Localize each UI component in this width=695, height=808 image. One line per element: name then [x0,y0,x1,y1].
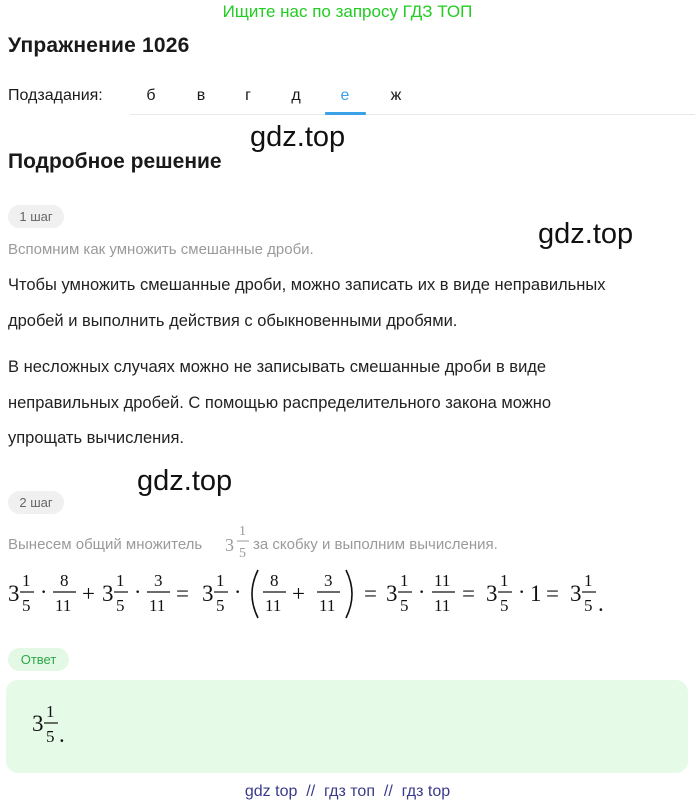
answer-box [6,680,688,773]
math-operator: = [364,581,377,606]
subtask-tab[interactable]: д [291,87,301,104]
subtasks-label: Подзадания: [8,87,103,104]
math-digit: 5 [22,596,31,615]
page-title: Упражнение 1026 [8,34,190,57]
math-digit: 8 [60,571,69,590]
math-operator: . [59,722,65,747]
answer-badge: Ответ [8,648,69,671]
math-digit: 5 [116,596,125,615]
subtasks-divider [130,114,695,115]
step-badge: 1 шаг [8,205,64,228]
math-digit: 11 [55,596,72,615]
math-operator: = [176,581,189,606]
subtask-tab[interactable]: г [245,87,251,104]
math-digit: 5 [584,596,593,615]
math-operator: + [292,581,305,606]
math-digit: 3 [570,581,582,606]
left-paren [252,570,258,618]
step-text-line: дробей и выполнить действия с обыкновенными дробями. [8,312,458,330]
math-operator: + [82,581,95,606]
step-hint: Вынесем общий множитель [8,536,203,553]
math-operator: · [134,579,142,604]
math-digit: 3 [154,571,163,590]
math-digit: 11 [265,596,282,615]
math-digit: 1 [22,571,31,590]
right-paren [346,570,352,618]
math-digit: 3 [225,535,234,555]
math-operator: · [40,579,48,604]
math-operator: = [462,581,475,606]
math-digit: 1 [584,571,593,590]
math-digit: 1 [116,571,125,590]
math-digit: 11 [149,596,166,615]
math-digit: 3 [32,711,44,736]
step-text-line: упрощать вычисления. [8,429,185,447]
math-digit: 5 [500,596,509,615]
math-digit: 1 [400,571,409,590]
answer-mixed-fraction [26,698,86,756]
math-digit: 1 [216,571,225,590]
math-digit: 5 [400,596,409,615]
active-tab-underline [325,112,366,115]
math-digit: 11 [434,596,451,615]
math-digit: 5 [216,596,225,615]
math-digit: 3 [324,571,333,590]
math-digit: 11 [319,596,336,615]
math-digit: 1 [500,571,509,590]
step-text-line: неправильных дробей. С помощью распределительного закона можно [8,394,552,412]
math-operator: · [418,579,426,604]
subtask-tab-active[interactable]: е [340,87,350,104]
math-digit: 3 [386,581,398,606]
watermark: gdz.top [538,218,634,250]
footer-links[interactable]: gdz top // гдз топ // гдз top [244,783,451,800]
math-digit: 11 [434,571,451,590]
math-operator: · [518,579,526,604]
math-digit: 5 [46,727,55,746]
math-operator: = [546,581,559,606]
subtask-tab[interactable]: в [196,87,206,104]
watermark: gdz.top [250,121,346,153]
math-digit: 3 [102,581,114,606]
math-operator: . [598,591,604,616]
math-digit: 1 [46,702,55,721]
watermark: gdz.top [137,465,233,497]
subtask-tab[interactable]: б [146,87,156,104]
subtask-tab[interactable]: ж [390,87,402,104]
factor-mixed-fraction [222,519,254,567]
math-digit: 3 [486,581,498,606]
math-digit: 5 [239,546,246,561]
step-hint: Вспомним как умножить смешанные дроби. [8,241,314,258]
math-digit: 3 [8,581,20,606]
step-hint-tail: за скобку и выполним вычисления. [253,536,498,553]
math-digit: 1 [239,524,246,539]
solution-equation [0,562,640,626]
math-digit: 1 [530,581,542,606]
step-badge: 2 шаг [8,491,64,514]
step-text-line: В несложных случаях можно не записывать смешанные дроби в виде [8,358,547,376]
section-title: Подробное решение [8,150,222,173]
math-digit: 3 [202,581,214,606]
math-digit: 8 [270,571,279,590]
math-operator: · [234,579,242,604]
top-banner: Ищите нас по запросу ГДЗ ТОП [222,2,473,21]
step-text-line: Чтобы умножить смешанные дроби, можно записать их в виде неправильных [8,276,606,294]
